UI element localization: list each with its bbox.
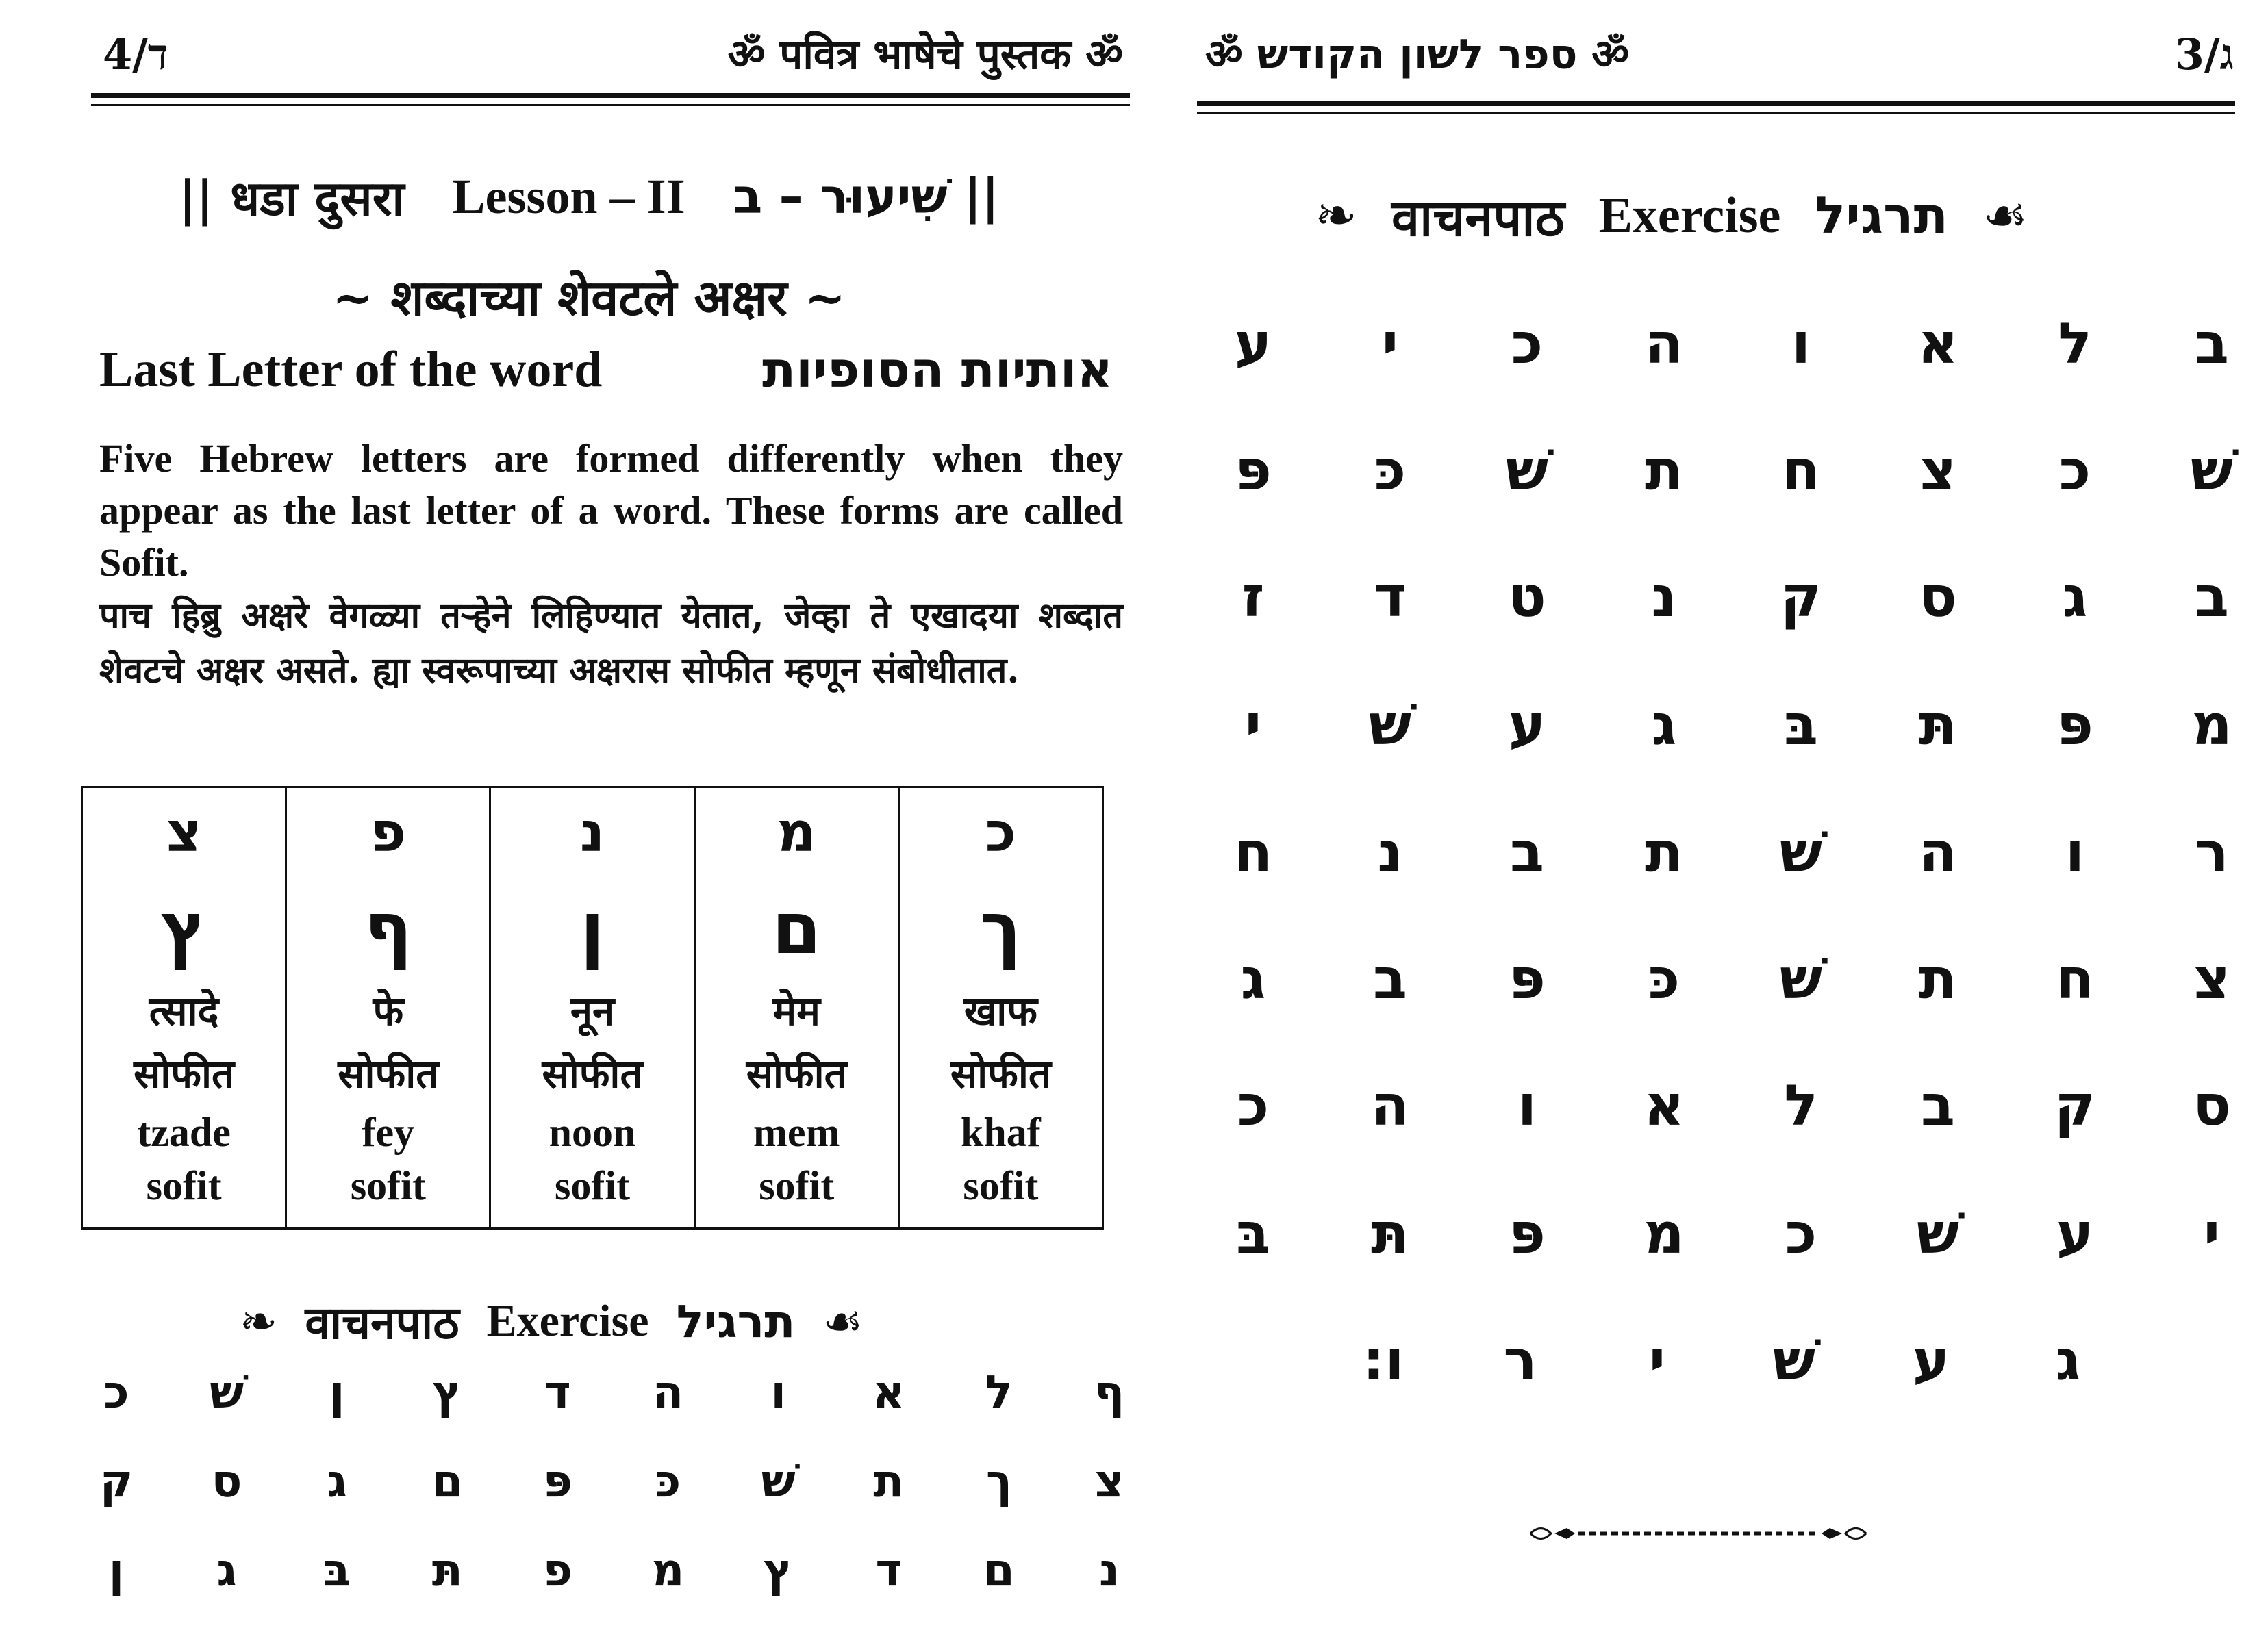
hebrew-letter: ו — [1517, 1073, 1537, 1138]
sofit-table — [81, 786, 1104, 1230]
right-exercise-row-5 — [1219, 820, 2246, 885]
hebrew-letter: כּ — [1648, 947, 1680, 1012]
exercise-hebrew: תרגיל — [676, 1295, 796, 1348]
english-sofit: sofit — [555, 1163, 630, 1208]
hebrew-letter: ו — [2065, 820, 2085, 885]
hebrew-letter: פ — [542, 1544, 573, 1596]
hebrew-letter: ב — [2194, 311, 2229, 377]
hebrew-letter: בּ — [1783, 693, 1818, 758]
hebrew-letter: ף — [1094, 1366, 1125, 1418]
hebrew-letter: ג — [216, 1544, 237, 1596]
fleuron-left-icon: ❧ — [240, 1295, 278, 1348]
hebrew-letter: ם — [983, 1544, 1015, 1596]
regular-letter: נ — [579, 800, 605, 864]
hebrew-letter: כ — [103, 1366, 129, 1418]
final-letter: ם — [772, 887, 822, 970]
right-page-header — [1150, 27, 2268, 82]
right-page — [1150, 0, 2268, 1643]
left-exercise-row-3 — [89, 1544, 1137, 1596]
hebrew-letter: ע — [1234, 311, 1272, 377]
hebrew-letter: ת — [1918, 947, 1957, 1012]
right-exercise-heading — [1315, 181, 2028, 250]
sofit-column-mem — [696, 788, 900, 1227]
hebrew-letter: פּ — [1509, 1201, 1546, 1266]
english-name: khaf — [961, 1110, 1041, 1155]
hebrew-letter: פּ — [1509, 947, 1546, 1012]
hebrew-letter: שׁ — [1916, 1201, 1960, 1266]
hebrew-letter: ל — [985, 1366, 1013, 1418]
marathi-sofit: सोफीत — [950, 1051, 1051, 1097]
sofit-column-khaf — [900, 788, 1102, 1227]
hebrew-letter: ס — [1919, 565, 1957, 630]
hebrew-letter: ת — [873, 1455, 905, 1507]
hebrew-letter: ג — [1651, 693, 1677, 758]
regular-letter: כ — [985, 800, 1017, 864]
hebrew-letter: פּ — [542, 1455, 573, 1507]
hebrew-letter: ח — [1233, 820, 1273, 885]
hebrew-letter: ה — [1918, 820, 1958, 885]
hebrew-letter: ק — [99, 1455, 134, 1507]
right-header-rule — [1197, 101, 2235, 106]
hebrew-letter: שׁ — [2190, 438, 2234, 503]
hebrew-letter: ך — [985, 1455, 1012, 1507]
hebrew-letter: נ — [1377, 820, 1403, 885]
hebrew-letter: ד — [544, 1366, 571, 1418]
lesson-hebrew: שִׁיעוּר – ב || — [733, 168, 1000, 225]
heading-marathi: ~ शब्दाच्या शेवटले अक्षर ~ — [332, 268, 846, 327]
sofit-column-noon — [491, 788, 695, 1227]
hebrew-letter: כ — [1511, 311, 1544, 377]
english-sofit: sofit — [350, 1163, 426, 1208]
hebrew-letter: ן — [108, 1544, 125, 1596]
hebrew-letter: ג — [327, 1455, 347, 1507]
right-exercise-row-4 — [1219, 693, 2246, 758]
hebrew-letter: א — [1917, 311, 1958, 377]
right-exercise-row-3 — [1219, 565, 2246, 630]
left-exercise-row-2 — [89, 1455, 1137, 1507]
marathi-sofit: सोफीत — [542, 1051, 643, 1097]
hebrew-letter: ת — [1644, 820, 1683, 885]
final-letter: ף — [364, 887, 412, 970]
english-sofit: sofit — [963, 1163, 1039, 1208]
hebrew-letter: שׁ — [1772, 1328, 1816, 1393]
hebrew-letter: צ — [1919, 438, 1956, 503]
right-exercise-row-8 — [1219, 1201, 2246, 1266]
sofit-column-tzade — [83, 788, 287, 1227]
hebrew-letter: ט — [1508, 565, 1546, 630]
hebrew-letter: ב — [1509, 820, 1544, 885]
hebrew-letter: ע — [1912, 1328, 1950, 1393]
exercise-marathi: वाचनपाठ — [1391, 188, 1565, 248]
hebrew-letter: :ו — [1362, 1328, 1404, 1393]
hebrew-letter: ח — [1781, 438, 1821, 503]
hebrew-letter: ד — [1373, 565, 1407, 630]
marathi-sofit: सोफीत — [338, 1051, 439, 1097]
hebrew-letter: כ — [1785, 1201, 1817, 1266]
hebrew-letter: שׁ — [1779, 820, 1823, 885]
hebrew-letter: בּ — [323, 1544, 351, 1596]
hebrew-letter: ל — [1784, 1073, 1818, 1138]
heading-hebrew: אותיות הסופיות — [761, 341, 1113, 398]
left-exercise-heading — [240, 1290, 863, 1352]
regular-letter: מ — [777, 800, 817, 864]
hebrew-letter: צ — [1094, 1455, 1124, 1507]
hebrew-letter: מ — [2191, 693, 2232, 758]
right-header-rule-thin — [1197, 112, 2235, 114]
hebrew-letter: ה — [1644, 311, 1684, 377]
hebrew-letter: צ — [2193, 947, 2230, 1012]
english-name: tzade — [137, 1110, 231, 1155]
final-letter: ך — [980, 887, 1022, 970]
hebrew-letter: ד — [875, 1544, 903, 1596]
hebrew-letter: ג — [1240, 947, 1266, 1012]
final-letter: ן — [580, 887, 605, 970]
hebrew-letter: מ — [651, 1544, 685, 1596]
right-exercise-row-2 — [1219, 438, 2246, 503]
right-page-number: 3/ג — [2174, 29, 2234, 79]
hebrew-letter: ל — [2058, 311, 2092, 377]
english-name: noon — [549, 1110, 636, 1155]
paragraph-marathi: पाच हिब्रु अक्षरे वेगळ्या तऱ्हेने लिहिण्यात येतात, जेव्हा ते एखादया शब्दात शेवटचे अक्षर असते. ह्या स्वरूपाच्या अक्षरास सोफीत म्हणून संबोधीतात. — [99, 595, 1123, 691]
exercise-english: Exercise — [1598, 187, 1781, 244]
hebrew-letter: כ — [2058, 438, 2091, 503]
hebrew-letter: י — [2203, 1201, 2221, 1266]
hebrew-letter: תּ — [1918, 693, 1957, 758]
hebrew-letter: ה — [652, 1366, 684, 1418]
hebrew-letter: תּ — [431, 1544, 463, 1596]
fleuron-right-icon: ☙ — [822, 1295, 864, 1348]
right-exercise-row-1 — [1219, 311, 2246, 377]
marathi-name: खाफ — [963, 988, 1037, 1034]
left-exercise-row-1 — [89, 1366, 1137, 1418]
hebrew-letter: ג — [2062, 565, 2088, 630]
marathi-sofit: सोफीत — [746, 1051, 847, 1097]
hebrew-letter: ר — [1503, 1328, 1537, 1393]
heading-english: Last Letter of the word — [99, 341, 603, 398]
lesson-line — [82, 159, 1096, 234]
regular-letter: פ — [370, 800, 407, 864]
hebrew-letter: ה — [1370, 1073, 1410, 1138]
hebrew-letter: בּ — [1235, 1201, 1270, 1266]
english-name: fey — [362, 1110, 415, 1155]
left-running-title: ॐ पवित्र भाषेचे पुस्तक ॐ — [727, 31, 1123, 79]
hebrew-letter: ס — [211, 1455, 242, 1507]
lesson-english: Lesson – II — [452, 168, 685, 224]
left-header-rule-thin — [91, 104, 1130, 106]
hebrew-letter: ת — [1644, 438, 1683, 503]
hebrew-letter: תּ — [1370, 1201, 1409, 1266]
english-sofit: sofit — [146, 1163, 222, 1208]
marathi-sofit: सोफीत — [134, 1051, 235, 1097]
lesson-marathi: || धडा दुसरा — [178, 170, 405, 227]
marathi-name: नून — [570, 988, 615, 1034]
hebrew-letter: ו — [770, 1366, 786, 1418]
hebrew-letter: פּ — [1235, 438, 1272, 503]
end-ornament-icon — [1527, 1520, 1869, 1547]
hebrew-letter: פּ — [2056, 693, 2093, 758]
marathi-name: फे — [373, 988, 404, 1034]
hebrew-letter: מ — [1643, 1201, 1685, 1266]
hebrew-letter: י — [1244, 693, 1262, 758]
hebrew-letter: ם — [431, 1455, 464, 1507]
right-exercise-row-7 — [1219, 1073, 2246, 1138]
hebrew-letter: א — [1643, 1073, 1685, 1138]
final-letter: ץ — [160, 887, 207, 970]
hebrew-letter: שׁ — [1368, 693, 1412, 758]
hebrew-letter: שׁ — [1779, 947, 1823, 1012]
hebrew-letter: ק — [1780, 565, 1822, 630]
hebrew-letter: ע — [2056, 1201, 2094, 1266]
hebrew-letter: ב — [1920, 1073, 1955, 1138]
hebrew-letter: ז — [1242, 565, 1265, 630]
hebrew-letter: ץ — [432, 1366, 463, 1418]
marathi-name: मेम — [772, 988, 820, 1034]
hebrew-letter: ב — [2194, 565, 2229, 630]
exercise-marathi: वाचनपाठ — [305, 1296, 459, 1349]
hebrew-letter: ס — [2193, 1073, 2231, 1138]
right-running-title: ॐ ספר לשון הקודש ॐ — [1205, 31, 1630, 79]
sofit-column-fey — [287, 788, 491, 1227]
left-page-header — [0, 27, 1150, 82]
hebrew-letter: שׁ — [761, 1455, 796, 1507]
hebrew-letter: י — [1381, 311, 1399, 377]
hebrew-letter: ב — [1372, 947, 1407, 1012]
hebrew-letter: ג — [2055, 1328, 2081, 1393]
english-sofit: sofit — [759, 1163, 835, 1208]
hebrew-letter: ץ — [763, 1544, 794, 1596]
fleuron-right-icon: ☙ — [1982, 186, 2028, 245]
hebrew-letter: נ — [1651, 565, 1677, 630]
hebrew-letter: ק — [2054, 1073, 2096, 1138]
hebrew-letter: נ — [1099, 1544, 1120, 1596]
hebrew-letter: ר — [2195, 820, 2229, 885]
hebrew-letter: י — [1648, 1328, 1666, 1393]
hebrew-letter: ע — [1508, 693, 1546, 758]
left-page-number: 4/ד — [103, 29, 168, 79]
hebrew-letter: כּ — [655, 1455, 681, 1507]
heading-english-line — [99, 335, 1113, 404]
paragraph-english: Five Hebrew letters are formed differently when they appear as the last letter of a word. These forms are called Sofit. — [99, 436, 1123, 585]
hebrew-letter: כ — [1237, 1073, 1270, 1138]
left-header-rule — [91, 93, 1130, 98]
regular-letter: צ — [166, 800, 202, 864]
hebrew-letter: שׁ — [210, 1366, 244, 1418]
hebrew-letter: א — [872, 1366, 905, 1418]
hebrew-letter: ן — [329, 1366, 345, 1418]
hebrew-letter: ח — [2055, 947, 2095, 1012]
exercise-hebrew: תרגיל — [1815, 186, 1949, 245]
english-name: mem — [753, 1110, 840, 1155]
fleuron-left-icon: ❧ — [1315, 186, 1358, 245]
right-exercise-row-9 — [1349, 1328, 2102, 1393]
exercise-english: Exercise — [486, 1296, 649, 1346]
hebrew-letter: כּ — [1374, 438, 1407, 503]
right-exercise-row-6 — [1219, 947, 2246, 1012]
marathi-name: त्सादे — [149, 988, 219, 1034]
hebrew-letter: שׁ — [1505, 438, 1549, 503]
hebrew-letter: ו — [1791, 311, 1811, 377]
